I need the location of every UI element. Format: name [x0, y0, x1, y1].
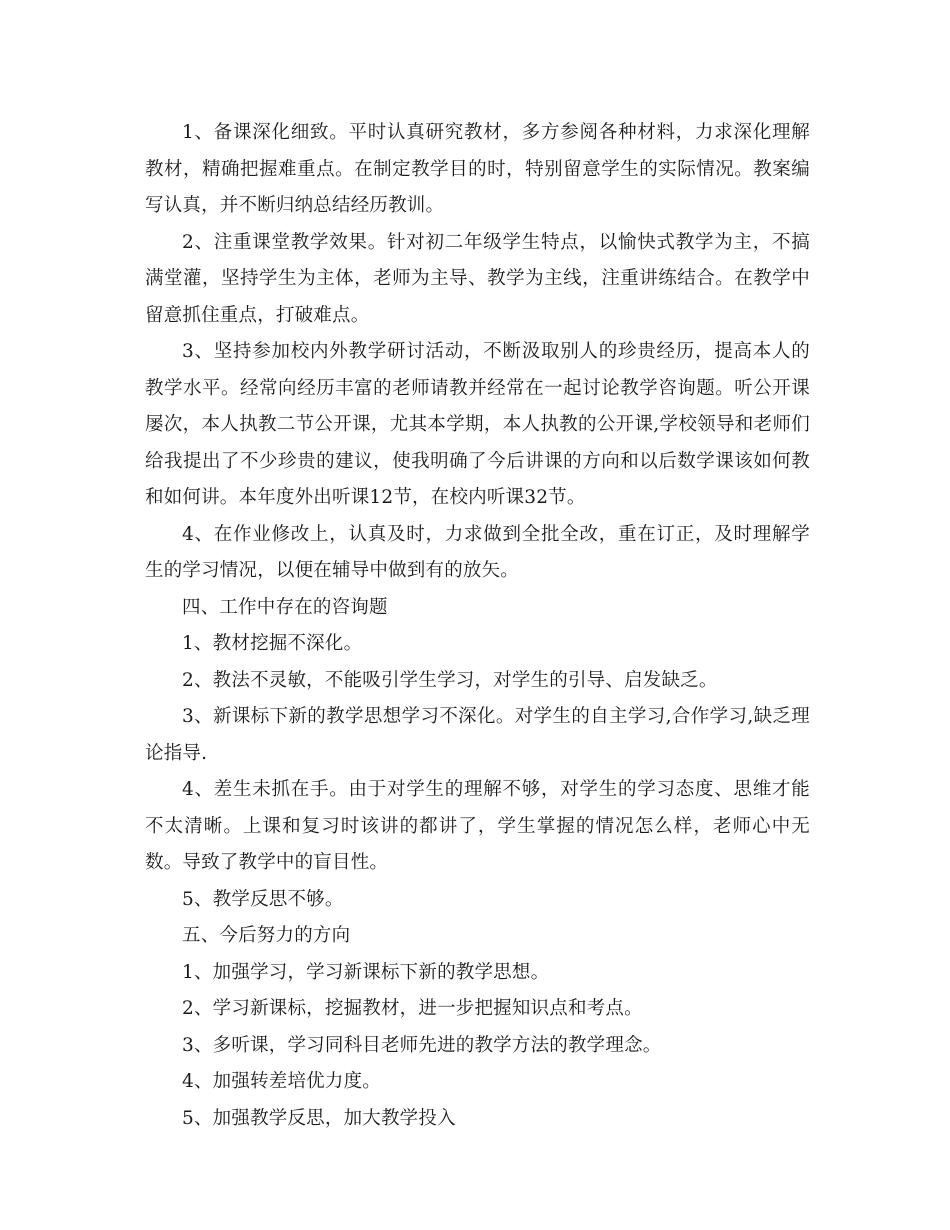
- paragraph-lesson-prep: 1、备课深化细致。平时认真研究教材，多方参阅各种材料，力求深化理解教材，精确把握难重点。在制定教学目的时，特别留意学生的实际情况。教案编写认真，并不断归纳总结经历教训。: [145, 122, 810, 216]
- paragraph-research-activities: 3、坚持参加校内外教学研讨活动，不断汲取别人的珍贵经历，提高本人的教学水平。经常向经历丰富的老师请教并经常在一起讨论教学咨询题。听公开课屡次，本人执教二节公开课，尤其本学期，本人执教的公开课,学校领导和老师们给我提出了不少珍贵的建议，使我明确了今后讲课的方向和以后数学课该如何教和如何讲。本年度外出听课12节，在校内听课32节。: [145, 341, 810, 508]
- section-heading-directions: 五、今后努力的方向: [182, 925, 351, 946]
- list-item-problem-5: 5、教学反思不够。: [182, 888, 344, 910]
- list-item-direction-4: 4、加强转差培优力度。: [182, 1071, 381, 1092]
- list-item-problem-3: 3、新课标下新的教学思想学习不深化。对学生的自主学习,合作学习,缺乏理论指导.: [145, 706, 810, 764]
- list-item-problem-4: 4、差生未抓在手。由于对学生的理解不够，对学生的学习态度、思维才能不太清晰。上课和复习时该讲的都讲了，学生掌握的情况怎么样，老师心中无数。导致了教学中的盲目性。: [145, 779, 810, 873]
- list-item-direction-2: 2、学习新课标，挖掘教材，进一步把握知识点和考点。: [182, 998, 643, 1019]
- paragraph-homework: 4、在作业修改上，认真及时，力求做到全批全改，重在订正，及时理解学生的学习情况，以便在辅导中做到有的放矢。: [145, 523, 810, 581]
- list-item-problem-1: 1、教材挖掘不深化。: [182, 633, 363, 654]
- paragraph-classroom-effect: 2、注重课堂教学效果。针对初二年级学生特点，以愉快式教学为主，不搞满堂灌，坚持学生为主体，老师为主导、教学为主线，注重讲练结合。在教学中留意抓住重点，打破难点。: [145, 231, 810, 326]
- list-item-direction-1: 1、加强学习，学习新课标下新的教学思想。: [182, 961, 550, 983]
- document-body: [145, 115, 810, 1137]
- list-item-direction-5: 5、加强教学反思，加大教学投入: [182, 1107, 456, 1129]
- section-heading-problems: 四、工作中存在的咨询题: [182, 596, 388, 618]
- list-item-direction-3: 3、多听课，学习同科目老师先进的教学方法的教学理念。: [182, 1034, 662, 1056]
- list-item-problem-2: 2、教法不灵敏，不能吸引学生学习，对学生的引导、启发缺乏。: [182, 669, 718, 691]
